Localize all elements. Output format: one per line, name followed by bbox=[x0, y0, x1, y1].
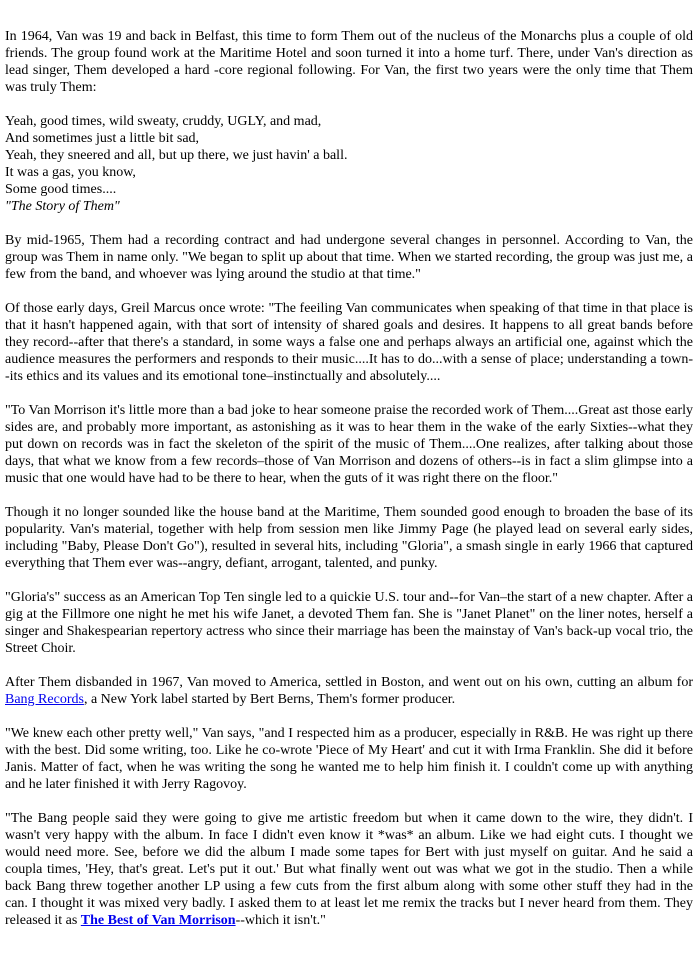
quote-attribution: "The Story of Them" bbox=[5, 199, 120, 214]
lyrics-line: Yeah, they sneered and all, but up there, we just havin' a ball. bbox=[5, 148, 348, 163]
paragraph-bang-text-pre: After Them disbanded in 1967, Van moved to America, settled in Boston, and went out on his own, cutting an album for bbox=[5, 675, 693, 690]
lyrics-line: Some good times.... bbox=[5, 182, 117, 197]
paragraph-intro: In 1964, Van was 19 and back in Belfast, this time to form Them out of the nucleus of the Monarchs plus a couple of old friends. The group found work at the Maritime Hotel and soon turned it into a home turf. There, under Van's direction as lead singer, Them developed a hard -core regional following. For Van, the first two years were the only time that Them was truly Them: bbox=[5, 29, 693, 95]
paragraph-bang-text-post: , a New York label started by Bert Berns, Them's former producer. bbox=[83, 692, 456, 707]
paragraph-maritime: Though it no longer sounded like the house band at the Maritime, Them sounded good enough to broaden the base of its popularity. Van's material, together with help from session men like Jimmy Page (he played lead on several early sides, including "Baby, Please Don't Go"), resulted in several hits, including "Gloria", a smash single in early 1966 that captured everything that Them ever was--angry, defiant, arrogant, talented, and punky. bbox=[5, 505, 693, 571]
best-of-van-morrison-link[interactable]: The Best of Van Morrison bbox=[80, 913, 236, 928]
lyrics-quote-block bbox=[5, 113, 693, 215]
paragraph-berns-quote: "We knew each other pretty well," Van says, "and I respected him as a producer, especially in R&B. He was right up there with the best. Did some writing, too. Like he co-wrote 'Piece of My Heart' and cut it with Irma Franklin. She did it before Janis. Matter of fact, when he was writing the song he wanted me to help him finish it. I couldn't come up with anything and he later finished it with Jerry Ragovoy. bbox=[5, 726, 693, 792]
paragraph-gloria: "Gloria's" success as an American Top Ten single led to a quickie U.S. tour and--for Van–the start of a new chapter. After a gig at the Fillmore one night he met his wife Janet, a devoted Them fan. She is "Janet Planet" on the liner notes, herself a singer and Shakespearian repertory actress who since their marriage has been the mainstay of Van's back-up vocal trio, the Street Choir. bbox=[5, 590, 693, 656]
paragraph-bang-album bbox=[5, 810, 693, 929]
paragraph-mid1965: By mid-1965, Them had a recording contract and had undergone several changes in personnel. According to Van, the group was Them in name only. "We began to split up about that time. When we started recording, the group was just me, a few from the band, and whoever was lying around the studio at that time." bbox=[5, 233, 693, 282]
paragraph-bang-album-text-pre: "The Bang people said they were going to give me artistic freedom but when it came down to the wire, they didn't. I wasn't very happy with the album. In face I didn't even know it *was* an album. Like we had eight cuts. I thought we would need more. See, before we did the album I made some tapes for Bert with just myself on guitar. And he said a coupla times, 'Hey, that's great. Let's put it out.' But what finally went out was what we got in the studio. Then a while back Bang threw together another LP using a few cuts from the first album along with some other stuff they had in the can. I thought it was mixed very badly. I asked them to at least let me remix the tracks but I never heard from them. They released it as bbox=[5, 811, 693, 928]
paragraph-greil-marcus-2: "To Van Morrison it's little more than a bad joke to hear someone praise the recorded work of Them....Great ast those early sides are, and probably more important, as astonishing as it was to hear them in the wake of the early Sixties--what they put down on records was in fact the skeleton of the spirit of the music of Them....One realizes, after talking about those days, that what we know from a few records–those of Van Morrison and dozens of others--is in fact a slim glimpse into a music that one would have had to be there to hear, when the guts of it was right there on the floor." bbox=[5, 403, 693, 486]
lyrics-line: It was a gas, you know, bbox=[5, 165, 136, 180]
bang-records-link[interactable]: Bang Records bbox=[5, 692, 84, 707]
lyrics-line: Yeah, good times, wild sweaty, cruddy, UGLY, and mad, bbox=[5, 114, 322, 129]
lyrics-line: And sometimes just a little bit sad, bbox=[5, 131, 200, 146]
paragraph-bang bbox=[5, 674, 693, 708]
paragraph-bang-album-text-post: --which it isn't." bbox=[235, 913, 326, 928]
paragraph-greil-marcus-1: Of those early days, Greil Marcus once wrote: "The feeiling Van communicates when speaking of that time in that place is that it hasn't happened again, with that sort of intensity of shared goals and desires. It happens to all great bands before they record--after that there's a standard, in some ways a false one and perhaps always an artificial one, against which the audience measures the performers and responds to their music....It has to do...with a sense of place; understanding a town--its ethics and its values and its emotional tone–instinctually and absolutely.... bbox=[5, 301, 693, 384]
